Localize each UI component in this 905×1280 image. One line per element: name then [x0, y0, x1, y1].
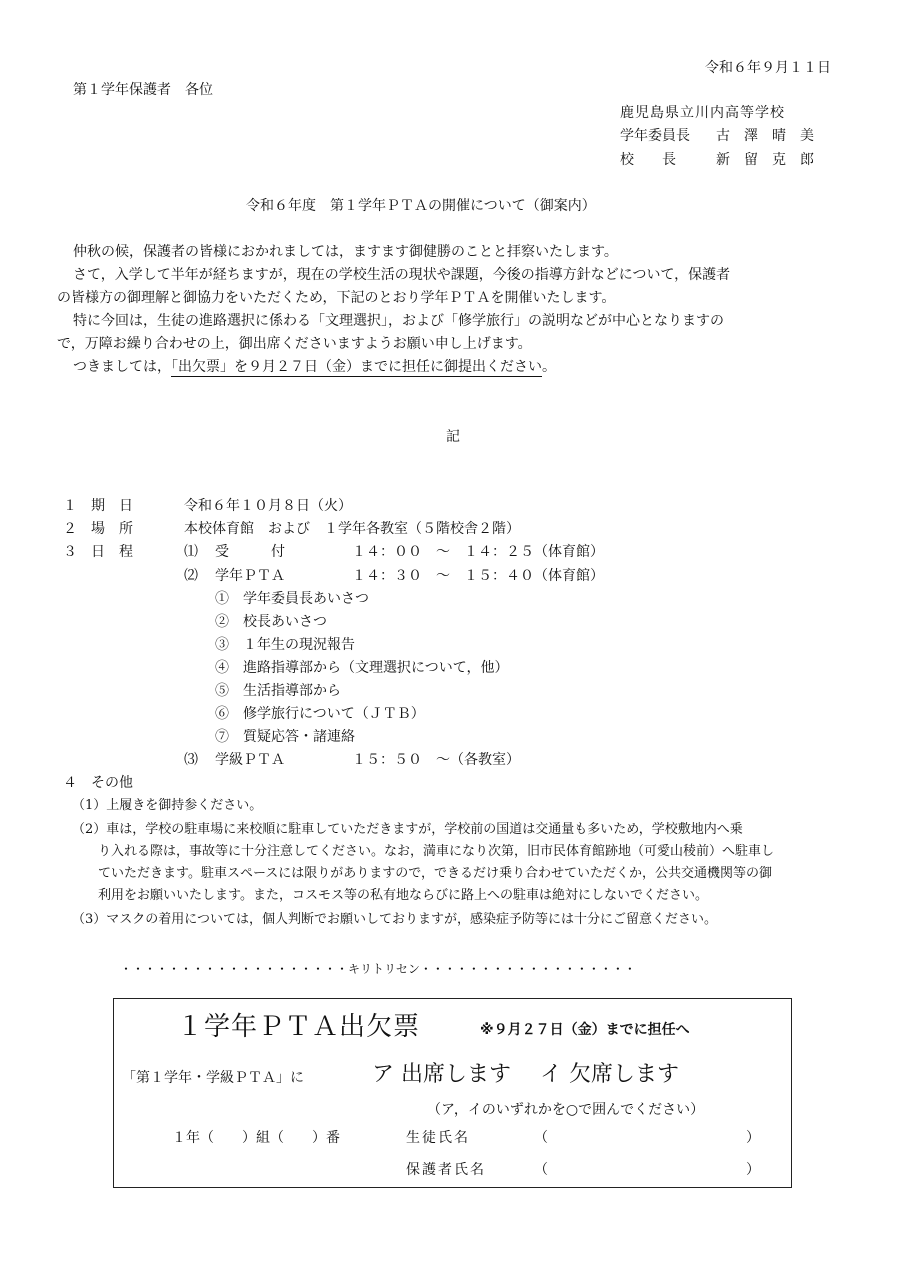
- student-bracket-close: ）: [746, 1130, 760, 1146]
- recipient: 第１学年保護者 各位: [73, 82, 213, 98]
- sched-1-num: ⑴: [184, 544, 198, 560]
- form-options: ア 出席します イ 欠席します: [372, 1062, 679, 1087]
- issue-date: 令和６年９月１１日: [705, 60, 831, 76]
- body-p4-underlined: 「出欠票」を９月２７日（金）までに担任に御提出ください: [171, 359, 542, 375]
- agenda-num: ⑥: [215, 706, 229, 722]
- sched-3-num: ⑶: [184, 752, 198, 768]
- cut-line: ・・・・・・・・・・・・・・・・・・・キリトリセン・・・・・・・・・・・・・・・・・・: [120, 962, 636, 976]
- place-label: 場 所: [91, 521, 133, 537]
- school-name: 鹿児島県立川内高等学校: [620, 105, 785, 121]
- note-2b: り入れる際は，事故等に十分注意してください。なお，満車になり次第，旧市民体育館跡地（可愛山稜前）へ駐車し: [98, 844, 775, 859]
- body-p1: 仲秋の候，保護者の皆様におかれましては，ますます御健勝のことと拝察いたします。: [73, 244, 618, 260]
- student-name-label: 生徒氏名: [406, 1130, 470, 1146]
- note-2c: ていただきます。駐車スペースには限りがありますので，できるだけ乗り合わせていただくか，公共交通機関等の御: [98, 866, 773, 881]
- note-1: （1）上履きを御持参ください。: [72, 798, 263, 813]
- note-3: （3）マスクの着用については，個人判断でお願いしておりますが，感染症予防等には十分にご留意ください。: [72, 912, 718, 927]
- principal-title: 校 長: [620, 152, 676, 168]
- body-p2b: の皆様方の御理解と御協力をいただくため，下記のとおり学年ＰＴＡを開催いたします。: [57, 290, 616, 306]
- chair-name: 古 澤 晴 美: [716, 128, 814, 144]
- body-p4: [73, 358, 556, 376]
- body-p3a: 特に今回は，生徒の進路選択に係わる「文理選択」，および「修学旅行」の説明などが中心となりますの: [73, 313, 724, 329]
- sched-2-time: １４：３０ ～ １５：４０（体育館）: [352, 568, 604, 584]
- body-p4-post: 。: [542, 359, 556, 375]
- date-num: １: [63, 498, 77, 514]
- sched-3-label: 学級ＰＴＡ: [215, 752, 285, 768]
- form-event: 「第１学年・学級ＰＴＡ」に: [122, 1070, 304, 1086]
- sender-school: [620, 104, 832, 122]
- form-deadline: ※９月２７日（金）までに担任へ: [480, 1022, 690, 1038]
- principal-name: 新 留 克 郎: [716, 152, 814, 168]
- agenda-text: 校長あいさつ: [243, 614, 327, 630]
- agenda-num: ⑦: [215, 729, 229, 745]
- parent-name-label: 保護者氏名: [406, 1162, 486, 1178]
- agenda-item-2: [215, 613, 327, 631]
- sched-2-num: ⑵: [184, 568, 198, 584]
- sched-1-label: 受 付: [215, 544, 285, 560]
- agenda-text: 進路指導部から（文理選択について，他）: [243, 660, 509, 676]
- note-2a: （2）車は，学校の駐車場に来校順に駐車していただきますが，学校前の国道は交通量も多いため，学校敷地内へ乗: [72, 822, 743, 837]
- agenda-item-3: [215, 636, 355, 654]
- sched-3-time: １５：５０ ～（各教室）: [352, 752, 520, 768]
- body-p3b: で，万障お繰り合わせの上，御出席くださいますようお願い申し上げます。: [57, 336, 532, 352]
- date-label: 期 日: [91, 498, 133, 514]
- agenda-num: ④: [215, 660, 229, 676]
- student-bracket-open: （: [534, 1130, 548, 1146]
- document-title: 令和６年度 第１学年ＰＴＡの開催について（御案内）: [246, 198, 596, 214]
- ki-marker: 記: [446, 429, 460, 445]
- place-value: 本校体育館 および １学年各教室（５階校舎２階）: [184, 521, 520, 537]
- date-value: 令和６年１０月８日（火）: [184, 498, 352, 514]
- note-2d: 利用をお願いいたします。また，コスモス等の私有地ならびに路上への駐車は絶対にしないでください。: [98, 888, 708, 903]
- parent-bracket-open: （: [534, 1162, 548, 1178]
- agenda-text: 質疑応答・諸連絡: [243, 729, 355, 745]
- sched-2-label: 学年ＰＴＡ: [215, 568, 285, 584]
- sched-1-time: １４：００ ～ １４：２５（体育館）: [352, 544, 604, 560]
- agenda-item-4: [215, 659, 508, 677]
- form-instruction: （ア，イのいずれかを○で囲んでください）: [427, 1102, 705, 1118]
- agenda-item-5: [215, 682, 341, 700]
- body-p2a: さて，入学して半年が経ちますが，現在の学校生活の現状や課題，今後の指導方針などについて，保護者: [73, 267, 731, 283]
- agenda-item-6: [215, 705, 425, 723]
- agenda-item-1: [215, 590, 369, 608]
- agenda-text: 学年委員長あいさつ: [243, 591, 369, 607]
- sched-label: 日 程: [91, 544, 133, 560]
- place-num: ２: [63, 521, 77, 537]
- agenda-num: ③: [215, 637, 229, 653]
- agenda-item-7: [215, 728, 355, 746]
- chair-title: 学年委員長: [620, 128, 690, 144]
- parent-bracket-close: ）: [746, 1162, 760, 1178]
- form-class-line: １年（ ）組（ ）番: [172, 1130, 340, 1146]
- form-title: １学年ＰＴＡ出欠票: [177, 1012, 421, 1042]
- agenda-num: ①: [215, 591, 229, 607]
- agenda-text: 修学旅行について（ＪＴＢ）: [243, 706, 425, 722]
- sender-chair: [620, 127, 690, 145]
- body-p4-pre: つきましては，: [73, 359, 171, 375]
- agenda-text: 生活指導部から: [243, 683, 341, 699]
- agenda-num: ⑤: [215, 683, 229, 699]
- agenda-num: ②: [215, 614, 229, 630]
- attendance-form: [113, 998, 792, 1188]
- sched-num: ３: [63, 544, 77, 560]
- agenda-text: １年生の現況報告: [243, 637, 355, 653]
- other-heading: ４ その他: [63, 775, 133, 791]
